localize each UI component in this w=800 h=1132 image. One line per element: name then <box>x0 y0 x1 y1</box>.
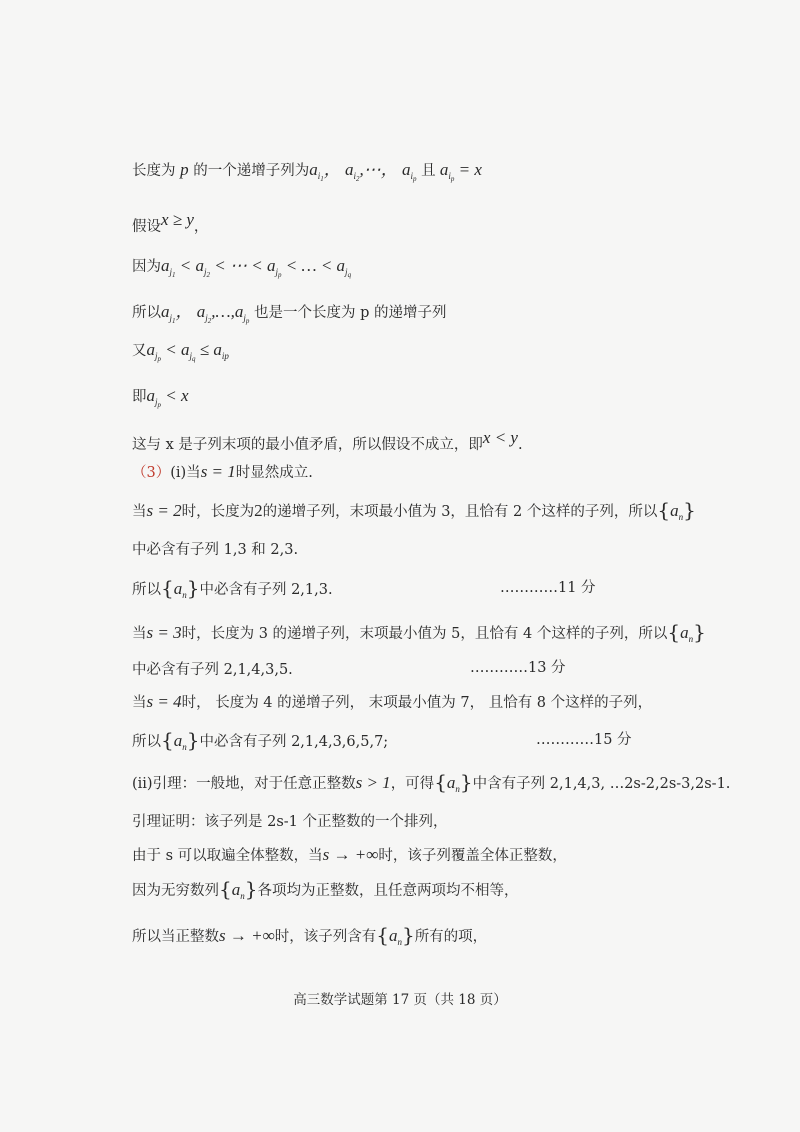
page-footer: 高三数学试题第 17 页（共 18 页） <box>293 992 507 1008</box>
text-line-18: 由于 s 可以取遍全体整数，当s → +∞时，该子列覆盖全体正整数， <box>132 845 567 864</box>
sequence-an: $\{a_n\}$ <box>161 576 200 600</box>
score-13: …………13 分 <box>470 660 566 676</box>
score-11: …………11 分 <box>500 580 596 596</box>
text-line-3: 因为$a_{j_1} < a_{j_2}$ < ⋯ < $a_{j_p}$ < … < $a_{j_q}$ <box>132 256 352 279</box>
text-line-5: 又$a_{j_p} < a_{j_q} \le a_{ip}$ <box>132 340 229 363</box>
sequence-an: $\{a_n\}$ <box>657 498 696 522</box>
text-line-19: 因为无穷数列$\{a_n\}$各项均为正整数，且任意两项均不相等， <box>132 877 519 901</box>
sequence-an: $\{a_n\}$ <box>667 620 706 644</box>
part-number: （3） <box>132 465 171 481</box>
text-line-17: 引理证明：该子列是 2s-1 个正整数的一个排列， <box>132 814 448 830</box>
sequence-an: $\{a_n\}$ <box>219 877 258 901</box>
text-line-6: 即$a_{j_p} < x$ <box>132 386 189 409</box>
text-line-9: 当s = 2时，长度为2的递增子列，末项最小值为 3，且恰有 2 个这样的子列，所以$\{a_n\}$ <box>132 498 696 522</box>
score-15: …………15 分 <box>536 732 632 748</box>
sequence-an: $\{a_n\}$ <box>376 923 415 947</box>
text-line-11: 所以$\{a_n\}$中必含有子列 2,1,3. <box>132 576 333 600</box>
text-line-8: （3）(i)当s = 1时显然成立. <box>132 462 313 481</box>
text-line-20: 所以当正整数s → +∞时，该子列含有$\{a_n\}$所有的项， <box>132 923 488 947</box>
var-p: p <box>180 160 189 179</box>
text-line-10: 中必含有子列 1,3 和 2,3. <box>132 542 299 558</box>
text-line-13: 中必含有子列 2,1,4,3,5. <box>132 662 293 678</box>
math-subseq: $a_{i_1}$， $a_{i_2},\cdots$， $a_{i_p}$ <box>309 160 417 183</box>
text-line-14: 当s = 4时， 长度为 4 的递增子列， 末项最小值为 7， 且恰有 8 个这样的子列， <box>132 692 653 711</box>
text-line-4: 所以$a_{j_1}$， $a_{j_2},\dots,a_{j_p}$ 也是一个长度为 p 的递增子列 <box>132 302 447 325</box>
text-line-2: 假设x ≥ y， <box>132 210 209 235</box>
sequence-an: $\{a_n\}$ <box>434 770 473 794</box>
text-line-1: 长度为 p 的一个递增子列为$a_{i_1}$， $a_{i_2},\cdots$， $a_{i_p}$ 且 $a_{i_p} = x$ <box>132 160 482 183</box>
math-inequality-chain: $a_{j_1} < a_{j_2}$ < ⋯ < $a_{j_p}$ < … < $a_{j_q}$ <box>161 256 352 279</box>
text-line-7: 这与 x 是子列末项的最小值矛盾，所以假设不成立，即x < y. <box>132 428 523 453</box>
sequence-an: $\{a_n\}$ <box>161 728 200 752</box>
text-line-16: (ii)引理：一般地，对于任意正整数s > 1，可得$\{a_n\}$中含有子列 2,1,4,3, …2s-2,2s-3,2s-1. <box>132 770 731 794</box>
text-line-12: 当s = 3时，长度为 3 的递增子列，末项最小值为 5，且恰有 4 个这样的子列，所以$\{a_n\}$ <box>132 620 706 644</box>
text-line-15: 所以$\{a_n\}$中必含有子列 2,1,4,3,6,5,7; <box>132 728 389 752</box>
